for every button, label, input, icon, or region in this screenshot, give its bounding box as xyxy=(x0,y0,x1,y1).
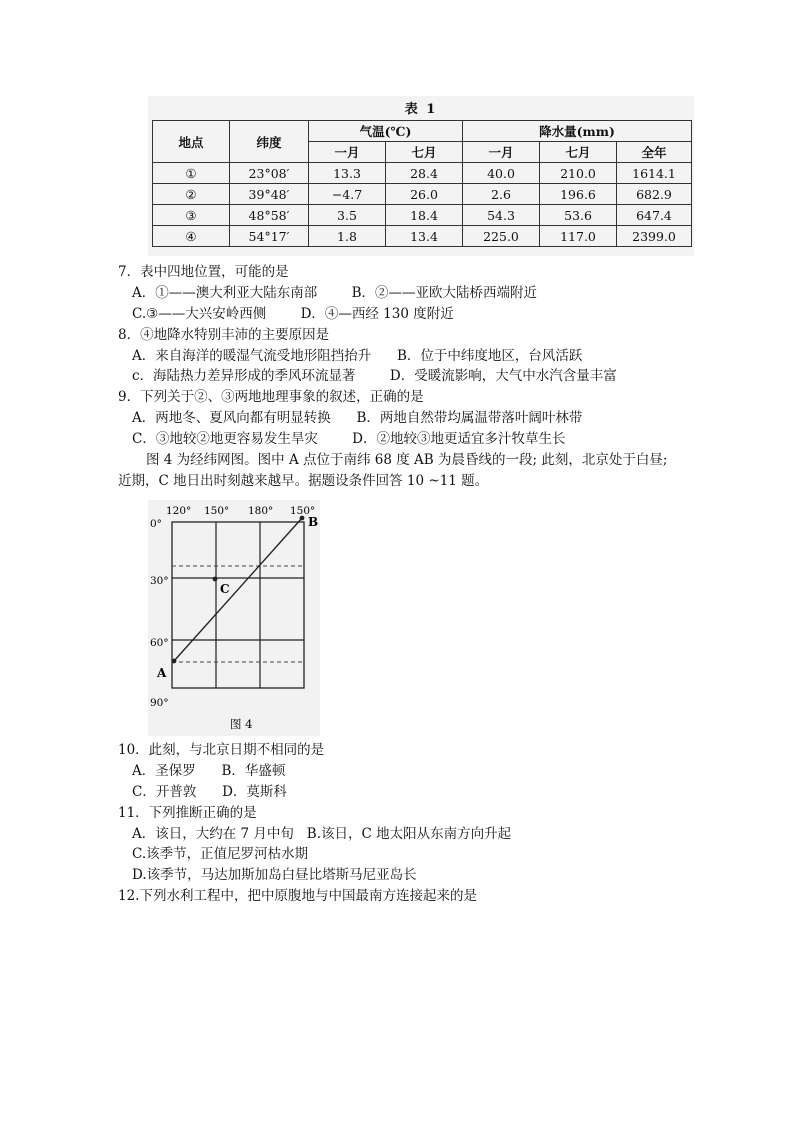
header-latitude: 纬度 xyxy=(230,121,309,163)
table-1-figure xyxy=(148,96,694,256)
table-row xyxy=(153,205,692,226)
table-cell: 54.3 xyxy=(463,205,540,226)
question-11-option-d: D.该季节，马达加斯加岛白昼比塔斯马尼亚岛长 xyxy=(132,867,417,884)
graticule-svg xyxy=(148,500,320,736)
question-11-stem: 11．下列推断正确的是 xyxy=(118,804,257,821)
table-cell: −4.7 xyxy=(309,184,386,205)
table-cell: 28.4 xyxy=(386,163,463,184)
table-cell: 48°58′ xyxy=(230,205,309,226)
point-a-label: A xyxy=(157,666,167,680)
table-cell: 26.0 xyxy=(386,184,463,205)
table-cell: 682.9 xyxy=(617,184,692,205)
point-b-label: B xyxy=(308,515,319,529)
table-cell: ② xyxy=(153,184,230,205)
table-cell: ④ xyxy=(153,226,230,247)
table-caption: 表 1 xyxy=(404,102,438,117)
question-11-option-c: C.该季节，正值尼罗河枯水期 xyxy=(132,846,309,863)
question-10-options-cd: C．开普敦 D．莫斯科 xyxy=(132,783,287,800)
question-7-options-ab: A．①——澳大利亚大陆东南部 B．②——亚欧大陆桥西端附近 xyxy=(132,284,537,301)
question-8-stem: 8．④地降水特别丰沛的主要原因是 xyxy=(118,326,330,343)
figure-4-intro-cont: 近期，C 地日出时刻越来越早。据题设条件回答 10 ~11 题。 xyxy=(118,472,489,489)
question-9-options-cd: C．③地较②地更容易发生旱灾 D．②地较③地更适宜多汁牧草生长 xyxy=(132,431,566,448)
questions-7-9 xyxy=(118,262,667,492)
table-row xyxy=(153,163,692,184)
question-8-options-cd: c．海陆热力差异形成的季风环流显著 D．受暖流影响，大气中水汽含量丰富 xyxy=(132,368,617,385)
table-cell: 210.0 xyxy=(540,163,617,184)
lon-label: 180° xyxy=(248,505,274,517)
table-cell: 225.0 xyxy=(463,226,540,247)
figure-4-graticule-map xyxy=(148,500,320,736)
subheader-cell: 全年 xyxy=(617,142,692,163)
question-8-options-ab: A．来自海洋的暖湿气流受地形阻挡抬升 B．位于中纬度地区，台风活跃 xyxy=(132,347,583,364)
lon-label: 120° xyxy=(166,505,192,517)
lat-label: 0° xyxy=(150,518,162,530)
question-7-stem: 7．表中四地位置，可能的是 xyxy=(118,264,289,280)
table-cell: 54°17′ xyxy=(230,226,309,247)
table-cell: 23°08′ xyxy=(230,163,309,184)
questions-10-12 xyxy=(118,740,511,907)
question-7-options-cd: C.③——大兴安岭西侧 D．④—西经 130 度附近 xyxy=(132,305,454,322)
table-cell: 1.8 xyxy=(309,226,386,247)
table-cell: 117.0 xyxy=(540,226,617,247)
point-a-marker xyxy=(172,659,177,664)
table-row xyxy=(153,226,692,247)
question-9-options-ab: A．两地冬、夏风向都有明显转换 B．两地自然带均属温带落叶阔叶林带 xyxy=(132,410,583,427)
table-cell: 647.4 xyxy=(617,205,692,226)
map-frame xyxy=(172,522,304,688)
table-cell: 1614.1 xyxy=(617,163,692,184)
table-header-row xyxy=(153,121,692,142)
question-10-stem: 10．此刻，与北京日期不相同的是 xyxy=(118,742,325,758)
point-c-label: C xyxy=(220,582,230,596)
table-cell: ① xyxy=(153,163,230,184)
table-cell: 3.5 xyxy=(309,205,386,226)
subheader-cell: 一月 xyxy=(463,142,540,163)
lon-label: 150° xyxy=(204,505,230,517)
question-9-stem: 9．下列关于②、③两地地理事象的叙述，正确的是 xyxy=(118,389,424,406)
table-cell: 53.6 xyxy=(540,205,617,226)
lat-label: 60° xyxy=(150,637,169,649)
subheader-cell: 七月 xyxy=(540,142,617,163)
table-cell: 13.4 xyxy=(386,226,463,247)
question-10-options-ab: A．圣保罗 B．华盛顿 xyxy=(132,762,286,779)
table-cell: 40.0 xyxy=(463,163,540,184)
table-cell: ③ xyxy=(153,205,230,226)
question-12-stem: 12.下列水利工程中，把中原腹地与中国最南方连接起来的是 xyxy=(118,888,477,905)
lon-label: 150° xyxy=(290,505,316,517)
subheader-cell: 七月 xyxy=(386,142,463,163)
question-11-options-ab: A．该日，大约在 7 月中旬 B.该日，C 地太阳从东南方向升起 xyxy=(132,825,512,842)
point-c-marker xyxy=(213,577,218,582)
table-cell: 2.6 xyxy=(463,184,540,205)
table-cell: 2399.0 xyxy=(617,226,692,247)
table-cell: 196.6 xyxy=(540,184,617,205)
table-row xyxy=(153,184,692,205)
figure-4-intro: 图 4 为经纬网图。图中 A 点位于南纬 68 度 AB 为晨昏线的一段; 此刻，北京处于白昼; xyxy=(146,452,668,469)
lat-label: 90° xyxy=(150,697,169,709)
header-temperature: 气温(℃) xyxy=(309,121,463,142)
header-precipitation: 降水量(mm) xyxy=(463,121,692,142)
subheader-cell: 一月 xyxy=(309,142,386,163)
figure-caption: 图 4 xyxy=(230,717,253,731)
table-cell: 18.4 xyxy=(386,205,463,226)
climate-table xyxy=(152,120,692,247)
header-place: 地点 xyxy=(153,121,230,163)
table-cell: 39°48′ xyxy=(230,184,309,205)
lat-label: 30° xyxy=(150,575,169,587)
table-cell: 13.3 xyxy=(309,163,386,184)
